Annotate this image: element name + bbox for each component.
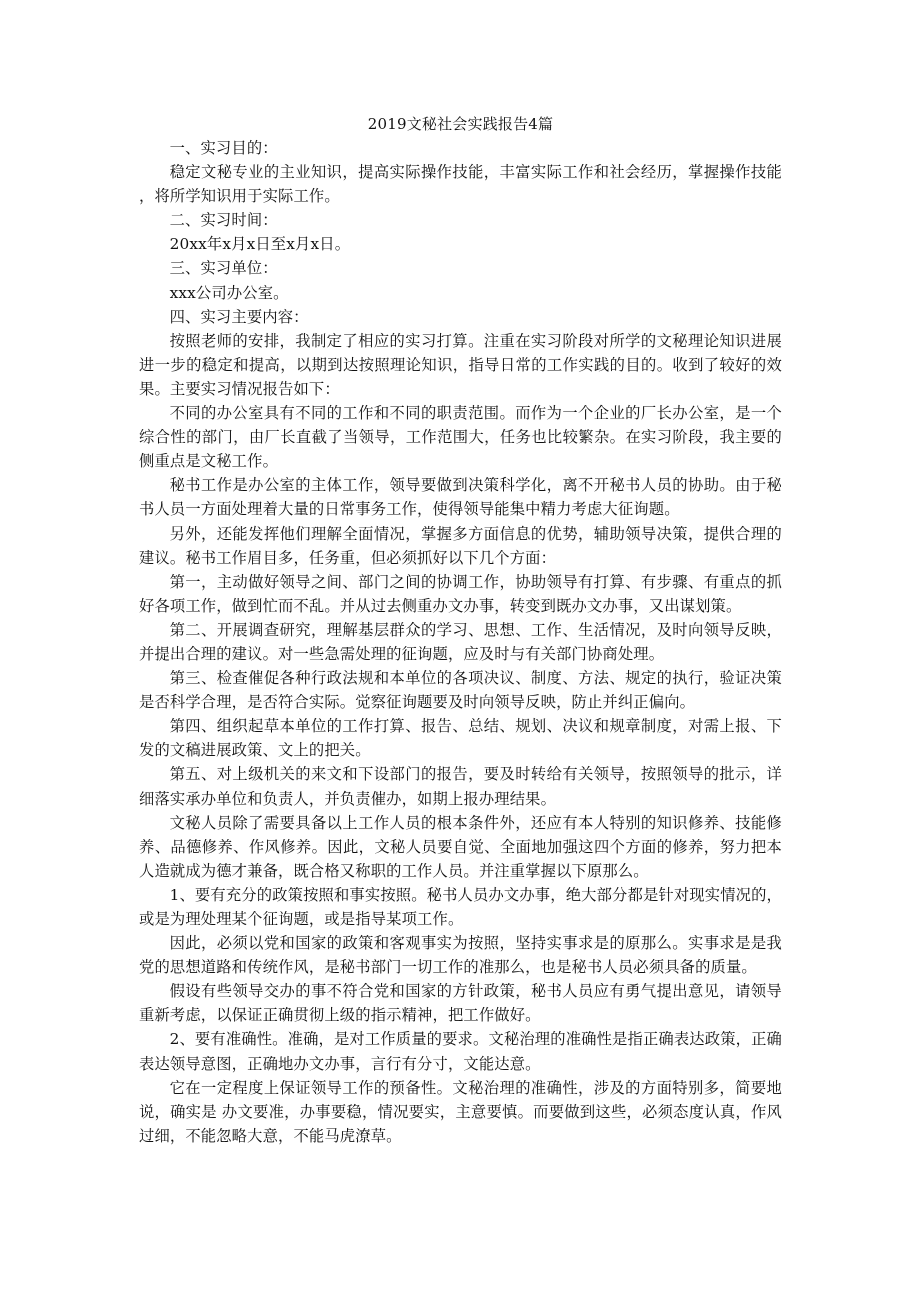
paragraph-7: 四、实习主要内容：	[169, 307, 309, 326]
paragraph-18: 1、要有充分的政策按照和事实按照。秘书人员办文办事，绝大部分都是针对现实情况的，或是为理处理某个征询题，或是指导某项工作。	[139, 885, 782, 928]
paragraph-5: 三、实习单位：	[169, 259, 278, 278]
paragraph-1: 一、实习目的：	[169, 139, 278, 157]
paragraph-10: 秘书工作是办公室的主体工作，领导要做到决策科学化，离不开秘书人员的协助。由于秘书人员一方面处理着大量的日常事务工作，使得领导能集中精力考虑大征询题。	[139, 476, 782, 519]
paragraph-14: 第三、检查催促各种行政法规和本单位的各项决议、制度、方法、规定的执行，验证决策是否科学合理，是否符合实际。觉察征询题要及时向领导反映，防止并纠正偏向。	[139, 669, 782, 712]
paragraph-8: 按照老师的安排，我制定了相应的实习打算。注重在实习阶段对所学的文秘理论知识进展进一步的稳定和提高，以期到达按照理论知识，指导日常的工作实践的目的。收到了较好的效果。主要实习情况报告如下：	[139, 331, 782, 398]
paragraph-19: 因此，必须以党和国家的政策和客观事实为按照，坚持实事求是的原那么。实事求是是我党的思想道路和传统作风，是秘书部门一切工作的准那么，也是秘书人员必须具备的质量。	[139, 934, 782, 977]
paragraph-20: 假设有些领导交办的事不符合党和国家的方针政策，秘书人员应有勇气提出意见，请领导重新考虑，以保证正确贯彻上级的指示精神，把工作做好。	[139, 982, 782, 1025]
document-title: 2019文秘社会实践报告4篇	[367, 115, 554, 133]
paragraph-3: 二、实习时间：	[169, 211, 278, 230]
paragraph-22: 它在一定程度上保证领导工作的预备性。文秘治理的准确性，涉及的方面特别多，简要地说，确实是 办文要准，办事要稳，情况要实，主意要慎。而要做到这些，必须态度认真，作风过细，不能忽略大意，不能马虎潦草。	[139, 1078, 782, 1145]
document-body	[139, 112, 782, 1148]
paragraph-9: 不同的办公室具有不同的工作和不同的职责范围。而作为一个企业的厂长办公室，是一个综合性的部门，由厂长直截了当领导，工作范围大，任务也比较繁杂。在实习阶段，我主要的侧重点是文秘工作。	[139, 404, 782, 471]
paragraph-4: 20xx年x月x日至x月x日。	[169, 235, 351, 254]
paragraph-17: 文秘人员除了需要具备以上工作人员的根本条件外，还应有本人特别的知识修养、技能修养、品德修养、作风修养。因此，文秘人员要自觉、全面地加强这四个方面的修养，努力把本人造就成为德才兼备，既合格又称职的工作人员。并注重掌握以下原那么。	[139, 813, 782, 880]
paragraph-11: 另外，还能发挥他们理解全面情况，掌握多方面信息的优势，辅助领导决策，提供合理的建议。秘书工作眉目多，任务重，但必须抓好以下几个方面：	[139, 524, 782, 567]
paragraph-12: 第一，主动做好领导之间、部门之间的协调工作，协助领导有打算、有步骤、有重点的抓好各项工作，做到忙而不乱。并从过去侧重办文办事，转变到既办文办事，又出谋划策。	[139, 572, 782, 615]
paragraph-21: 2、要有准确性。准确，是对工作质量的要求。文秘治理的准确性是指正确表达政策，正确表达领导意图，正确地办文办事，言行有分寸，文能达意。	[139, 1030, 782, 1073]
paragraph-2: 稳定文秘专业的主业知识，提高实际操作技能，丰富实际工作和社会经历，掌握操作技能，将所学知识用于实际工作。	[139, 163, 782, 206]
paragraph-6: xxx公司办公室。	[169, 283, 289, 302]
paragraph-15: 第四、组织起草本单位的工作打算、报告、总结、规划、决议和规章制度，对需上报、下发的文稿进展政策、文上的把关。	[139, 717, 782, 760]
paragraph-16: 第五、对上级机关的来文和下设部门的报告，要及时转给有关领导，按照领导的批示，详细落实承办单位和负责人，并负责催办，如期上报办理结果。	[139, 765, 782, 808]
paragraph-13: 第二、开展调查研究，理解基层群众的学习、思想、工作、生活情况，及时向领导反映，并提出合理的建议。对一些急需处理的征询题，应及时与有关部门协商处理。	[139, 620, 782, 663]
